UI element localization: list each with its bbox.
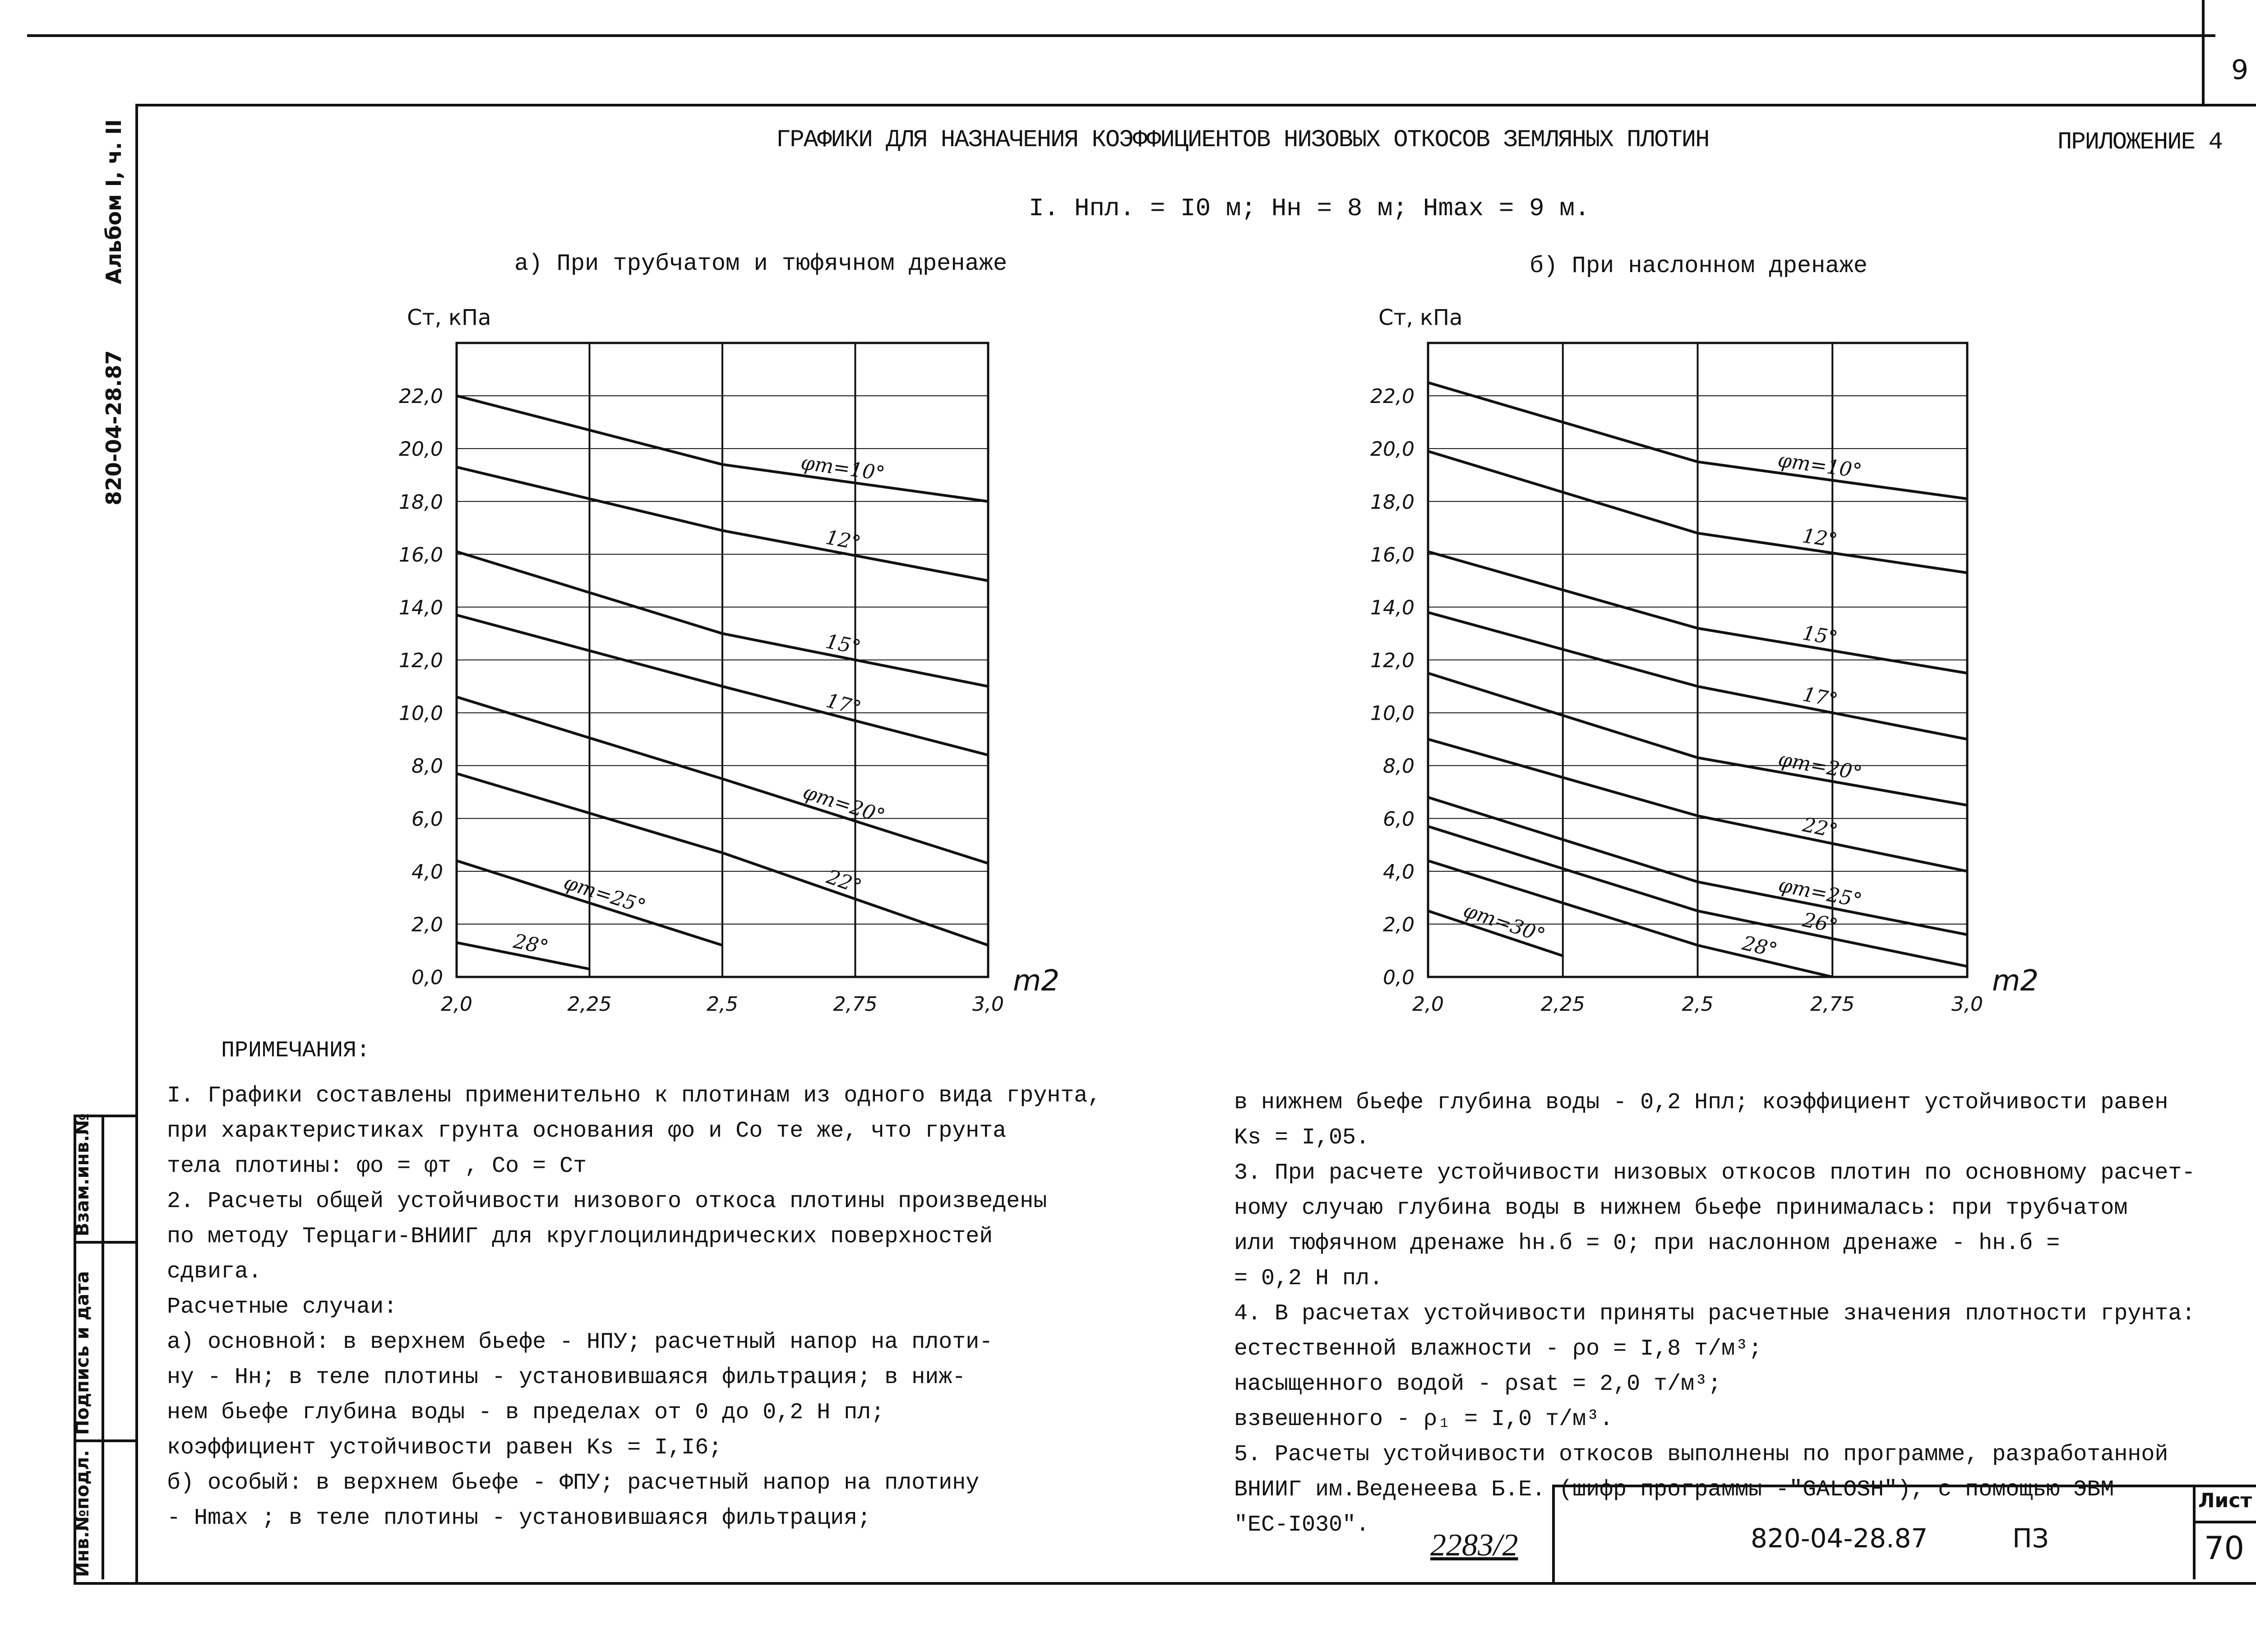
notes-right-line: Ks = I,05. (1234, 1125, 1370, 1151)
chart-b-y-tick-label: 16,0 (1370, 543, 1415, 567)
chart-a-y-tick-label: 6,0 (411, 807, 443, 831)
chart-a-series-label: φт=10° (799, 451, 887, 486)
chart-b-series-label: φт=30° (1460, 898, 1548, 948)
notes-right-line: насыщенного водой - ρsat = 2,0 т/м³; (1234, 1371, 1722, 1397)
chart-b-series-label: 15° (1801, 621, 1840, 650)
side-label-inventory: Инв.№подл. (72, 1450, 93, 1577)
chart-b-y-tick-label: 22,0 (1370, 385, 1415, 408)
notes-right-line: ному случаю глубина воды в нижнем бьефе принималась: при трубчатом (1234, 1195, 2128, 1221)
chart-b-y-tick-label: 2,0 (1383, 913, 1415, 936)
chart-b-x-tick-label: 2,25 (1540, 993, 1585, 1016)
notes-left-line: I. Графики составлены применительно к плотинам из одного вида грунта, (167, 1083, 1101, 1109)
notes-left-line: коэффициент устойчивости равен Ks = I,I6; (167, 1435, 722, 1461)
notes-right-line: или тюфячном дренаже hн.б = 0; при наслонном дренаже - hн.б = (1234, 1231, 2060, 1256)
appendix-label: ПРИЛОЖЕНИЕ 4 (2057, 129, 2222, 156)
notes-left-line: тела плотины: φо = φт , Со = Ст (167, 1153, 587, 1179)
notes-left-line: а) основной: в верхнем бьефе - НПУ; расчетный напор на плоти- (167, 1329, 993, 1355)
chart-b-x-tick-label: 3,0 (1951, 993, 1983, 1016)
page-number: 9 (2231, 54, 2249, 86)
chart-b-x-axis-label: m2 (1992, 964, 2039, 998)
chart-b-series-label: φт=20° (1776, 747, 1864, 785)
chart-b-series-label: 28° (1740, 931, 1780, 962)
chart-a-y-tick-label: 4,0 (411, 860, 443, 884)
notes-right-line: = 0,2 Н пл. (1234, 1266, 1383, 1291)
chart-a-y-axis-label: Cт, кПа (407, 305, 491, 330)
chart-a-series-label: 17° (823, 689, 864, 720)
stamp-code: 820-04-28.87 (1751, 1523, 1928, 1554)
chart-a-y-tick-label: 0,0 (411, 966, 443, 989)
notes-left-line: при характеристиках грунта основания φо и Со те же, что грунта (167, 1118, 1007, 1144)
chart-b-y-tick-label: 4,0 (1383, 860, 1415, 884)
notes-right-line: естественной влажности - ρо = I,8 т/м³; (1234, 1336, 1762, 1362)
notes-left-line: нем бьефе глубина воды - в пределах от 0 до 0,2 Н пл; (167, 1400, 885, 1425)
chart-a-series-label: 22° (823, 865, 865, 899)
chart-a-y-tick-label: 22,0 (399, 385, 443, 408)
chart-b-y-tick-label: 18,0 (1370, 491, 1415, 514)
chart-b-series-label: φт=10° (1776, 448, 1863, 483)
notes-left-line: сдвига. (167, 1259, 262, 1285)
chart-b-x-tick-label: 2,75 (1810, 993, 1855, 1016)
chart-a-x-axis-label: m2 (1013, 964, 1060, 998)
chart-b-x-tick-label: 2,5 (1682, 993, 1714, 1016)
notes-left-line: 2. Расчеты общей устойчивости низового откоса плотины произведены (167, 1189, 1047, 1214)
chart-b-y-tick-label: 6,0 (1383, 807, 1415, 831)
notes-right-line: в нижнем бьефе глубина воды - 0,2 Нпл; коэффициент устойчивости равен (1234, 1090, 2168, 1115)
chart-a-y-tick-label: 8,0 (411, 754, 443, 778)
chart-b-x-tick-label: 2,0 (1412, 993, 1444, 1016)
chart-b-y-tick-label: 10,0 (1370, 702, 1415, 725)
chart-a-y-tick-label: 2,0 (411, 913, 443, 936)
notes-right-line: 4. В расчетах устойчивости приняты расчетные значения плотности грунта: (1234, 1301, 2196, 1327)
notes-heading: ПРИМЕЧАНИЯ: (221, 1038, 370, 1064)
notes-right-line: 3. При расчете устойчивости низовых откосов плотин по основному расчет- (1234, 1160, 2196, 1186)
chart-b-y-tick-label: 12,0 (1370, 649, 1415, 672)
chart-a-series-label: φт=25° (561, 870, 649, 919)
chart-b-series-label: 12° (1801, 524, 1839, 552)
notes-left-line: - Hmax ; в теле плотины - установившаяся фильтрация; (167, 1505, 871, 1531)
chart-a-x-tick-label: 2,75 (833, 993, 878, 1016)
chart-b-series-label: 26° (1800, 908, 1840, 938)
stamp-sheet-divider (2193, 1485, 2196, 1579)
chart-b-y-tick-label: 8,0 (1383, 754, 1415, 778)
chart-b-series-label: φт=25° (1776, 873, 1864, 912)
chart-a-series-label: 28° (511, 930, 551, 959)
stamp-sheet-line (2193, 1521, 2256, 1523)
chart-a-x-tick-label: 2,0 (441, 993, 472, 1016)
side-doc-code: 820-04-28.87 (102, 350, 126, 505)
chart-a-y-tick-label: 20,0 (399, 438, 443, 461)
chart-a-x-tick-label: 2,5 (707, 993, 738, 1016)
notes-right-line: "ЕС-I030". (1234, 1512, 1370, 1538)
notes-left-line: по методу Терцаги-ВНИИГ для круглоцилиндрических поверхностей (167, 1224, 993, 1249)
chart-a-series-label: 15° (823, 629, 863, 660)
side-label-signature: Подпись и дата (72, 1271, 93, 1435)
chart-a-x-tick-label: 2,25 (567, 993, 612, 1016)
stamp-sheet-type: ПЗ (2012, 1523, 2049, 1554)
album-label: Альбом I, ч. II (102, 119, 126, 284)
notes-left-line: б) особый: в верхнем бьефе - ФПУ; расчетный напор на плотину (167, 1470, 980, 1496)
page-title: ГРАФИКИ ДЛЯ НАЗНАЧЕНИЯ КОЭФФИЦИЕНТОВ НИЗОВЫХ ОТКОСОВ ЗЕМЛЯНЫХ ПЛОТИН (776, 126, 1709, 154)
chart-b-y-tick-label: 14,0 (1370, 596, 1415, 620)
page-subtitle: I. Hпл. = I0 м; Hн = 8 м; Hmax = 9 м. (1029, 194, 1590, 223)
notes-right-line: 5. Расчеты устойчивости откосов выполнены по программе, разработанной (1234, 1442, 2168, 1467)
chart-a-series-label: 12° (823, 526, 863, 555)
side-label-replace: Взам.инв.№ (72, 1113, 93, 1236)
chart-b-title: б) При наслонном дренаже (1530, 253, 1868, 279)
notes-left-line: ну - Нн; в теле плотины - установившаяся фильтрация; в ниж- (167, 1365, 966, 1390)
chart-b-y-tick-label: 20,0 (1370, 438, 1415, 461)
chart-a-y-tick-label: 16,0 (399, 543, 443, 567)
notes-left-line: Расчетные случаи: (167, 1294, 398, 1320)
chart-b-y-tick-label: 0,0 (1383, 966, 1415, 989)
notes-right-line: взвешенного - ρ₁ = I,0 т/м³. (1234, 1407, 1613, 1432)
stamp-sheet-number: 70 (2204, 1530, 2245, 1567)
notes-right-line: ВНИИГ им.Веденеева Б.Е. (шифр программы -"GALOSH"), с помощью ЭВМ (1234, 1477, 2114, 1503)
chart-b-series-label: 17° (1800, 682, 1840, 713)
chart-b-series-label: 22° (1800, 813, 1840, 843)
stamp-hand-number: 2283/2 (1430, 1528, 1518, 1563)
chart-a-y-tick-label: 14,0 (399, 596, 443, 620)
chart-a-y-tick-label: 18,0 (399, 491, 443, 514)
chart-b-y-axis-label: Cт, кПа (1378, 305, 1463, 330)
chart-a-series-label: φт=20° (800, 780, 888, 828)
chart-a-x-tick-label: 3,0 (972, 993, 1004, 1016)
chart-a-y-tick-label: 10,0 (399, 702, 443, 725)
chart-a-y-tick-label: 12,0 (399, 649, 443, 672)
chart-a-title: а) При трубчатом и тюфячном дренаже (514, 250, 1008, 277)
stamp-sheet-label: Лист (2198, 1489, 2252, 1512)
